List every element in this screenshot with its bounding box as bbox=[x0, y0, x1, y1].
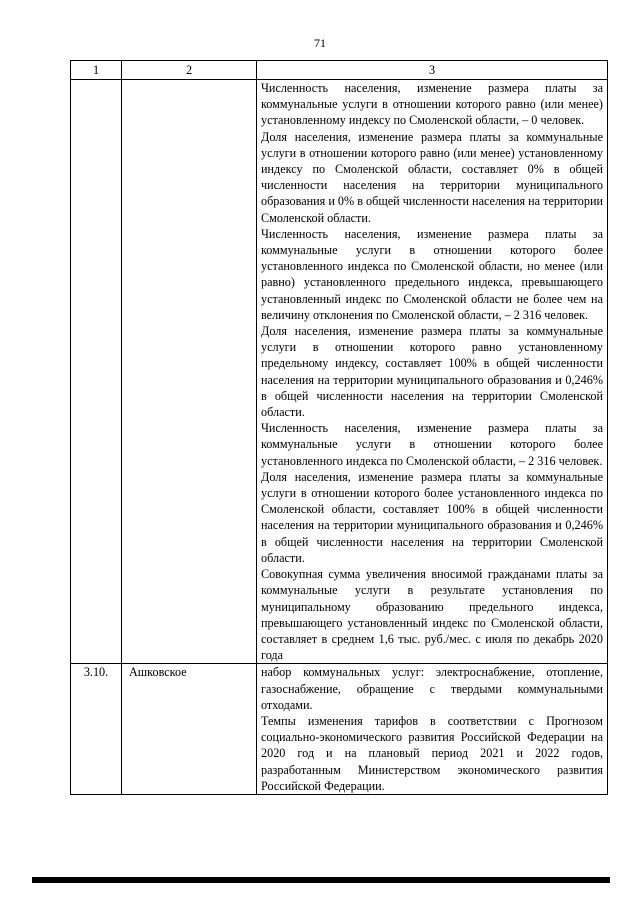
table-row bbox=[71, 664, 608, 795]
page-number: 71 bbox=[314, 36, 326, 50]
header-col-2: 2 bbox=[122, 61, 257, 80]
row1-text-cell bbox=[257, 80, 608, 664]
table-row bbox=[71, 80, 608, 664]
header-col-3: 3 bbox=[257, 61, 608, 80]
header-col-1: 1 bbox=[71, 61, 122, 80]
paragraph: Доля населения, изменение размера платы за коммунальные услуги в отношении которого равно установленному предельному индексу, составляет 100% в общей численности населения на территории муниципального образования и 0,246% в общей численности населения на территории Смоленской области. bbox=[261, 324, 603, 420]
paragraph: Численность населения, изменение размера платы за коммунальные услуги в отношении которого более установленного индекса по Смоленской области, – 2 316 человек. bbox=[261, 421, 603, 468]
row1-name-cell bbox=[122, 80, 257, 664]
paragraph: набор коммунальных услуг: электроснабжение, отопление, газоснабжение, обращение с твердыми коммунальными отходами. bbox=[261, 665, 603, 712]
paragraph: Темпы изменения тарифов в соответствии с Прогнозом социально-экономического развития Российской Федерации на 2020 год и на плановый период 2021 и 2022 годов, разработанным Министерством экономического развития Российской Федерации. bbox=[261, 713, 603, 793]
paragraph: Совокупная сумма увеличения вносимой гражданами платы за коммунальные услуги в результате установления по муниципальному образованию предельного индекса, превышающего установленный индекс по Смоленской области, составляет в среднем 1,6 тыс. руб./мес. с июля по декабрь 2020 года bbox=[261, 567, 603, 663]
paragraph: Численность населения, изменение размера платы за коммунальные услуги в отношении которого более установленного индекса по Смоленской области, но менее (или равно) установленного предельного индекса, превышающего установленный индекс по Смоленской области не более чем на величину отклонения по Смоленской области, – 2 316 человек. bbox=[261, 226, 603, 322]
row2-name-cell bbox=[122, 664, 257, 795]
paragraph: Доля населения, изменение размера платы за коммунальные услуги в отношении которого более установленного индекса по Смоленской области, составляет 100% в общей численности населения на территории муниципального образования и 0,246% в общей численности населения на территории Смоленской области. bbox=[261, 469, 603, 565]
paragraph: Численность населения, изменение размера платы за коммунальные услуги в отношении которого равно (или менее) установленному индексу по Смоленской области, – 0 человек. bbox=[261, 81, 603, 128]
document-table bbox=[70, 60, 608, 795]
row1-number-cell bbox=[71, 80, 122, 664]
table-header-row bbox=[71, 61, 608, 80]
paragraph: Доля населения, изменение размера платы за коммунальные услуги в отношении которого равно (или менее) установленному индексу по Смоленской области, составляет 0% в общей численности населения на территории муниципального образования и 0% в общей численности населения на территории Смоленской области. bbox=[261, 129, 603, 225]
bottom-rule bbox=[32, 877, 610, 883]
row2-text-cell bbox=[257, 664, 608, 795]
row-number: 3.10. bbox=[83, 665, 109, 680]
municipality-name: Ашковское bbox=[129, 665, 187, 680]
row2-number-cell bbox=[71, 664, 122, 795]
